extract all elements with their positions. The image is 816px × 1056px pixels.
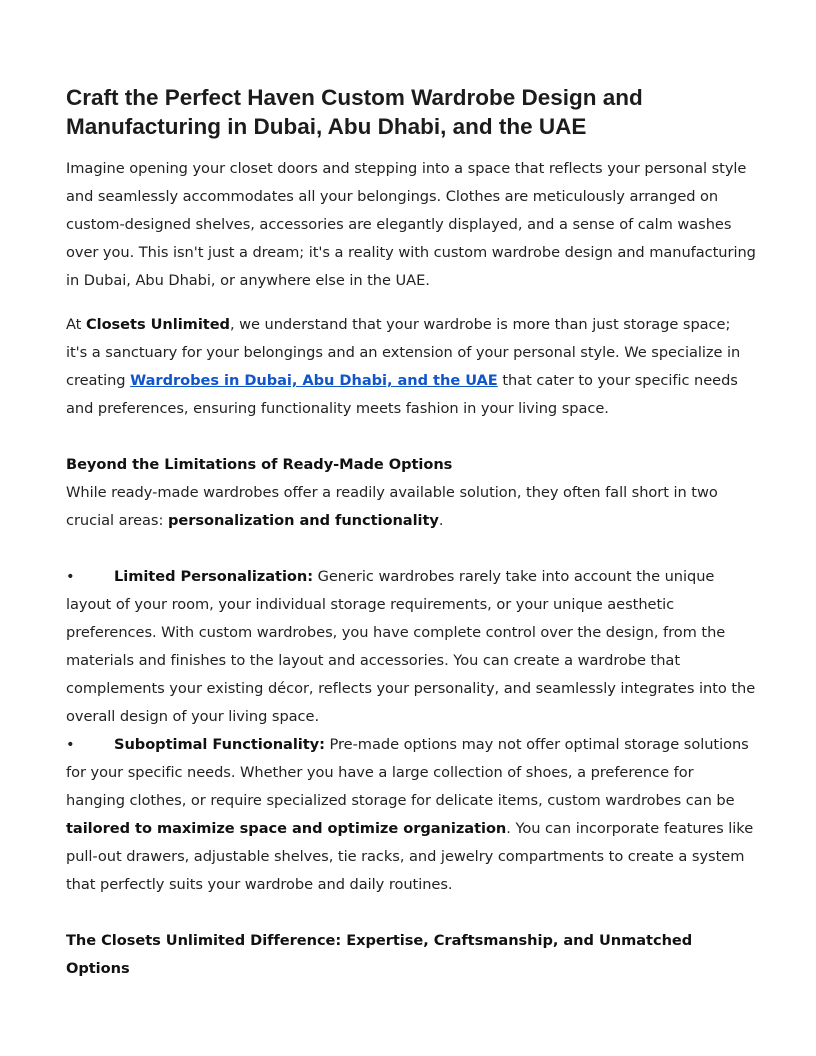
section1-text-prefix: While ready-made wardrobes offer a readily available solution, they often fall short in two crucial areas: xyxy=(66,484,718,529)
about-middle: , we understand that your wardrobe is more than just storage space; it's a sanctuary for your belongings and an extension of your personal style. We specialize in creating xyxy=(66,316,741,389)
section2-heading: The Closets Unlimited Difference: Expertise, Craftsmanship, and Unmatched Options xyxy=(66,932,693,977)
bullet-label-functionality: Suboptimal Functionality: xyxy=(114,736,325,753)
bullet-text-functionality: Pre-made options may not offer optimal storage solutions for your specific needs. Whether you have a large collection of shoes, a preference for hanging clothes, or require specialized storage for delicate items, custom wardrobes can be xyxy=(66,736,749,809)
wardrobes-link[interactable]: Wardrobes in Dubai, Abu Dhabi, and the UAE xyxy=(130,372,498,389)
company-name: Closets Unlimited xyxy=(85,316,230,333)
about-prefix: At xyxy=(66,316,86,333)
bullet-label-personalization: Limited Personalization: xyxy=(114,568,314,585)
section1-text-suffix: . xyxy=(438,512,444,529)
section1-block xyxy=(66,451,756,535)
page-title: Craft the Perfect Haven Custom Wardrobe Design and Manufacturing in Dubai, Abu Dhabi, and the UAE xyxy=(66,85,643,139)
bullet-bold-functionality: tailored to maximize space and optimize organization xyxy=(66,820,507,837)
section1-text-bold: personalization and functionality xyxy=(167,512,439,529)
bullet-symbol: • xyxy=(66,736,75,753)
section1-heading: Beyond the Limitations of Ready-Made Options xyxy=(66,456,453,473)
bullet-text-functionality-after: . You can incorporate features like pull-out drawers, adjustable shelves, tie racks, and jewelry compartments to create a system that perfectly suits your wardrobe and daily routines. xyxy=(66,820,754,893)
intro-paragraph: Imagine opening your closet doors and stepping into a space that reflects your personal style and seamlessly accommodates all your belongings. Clothes are meticulously arranged on custom-designed shelves, accessories are elegantly displayed, and a sense of calm washes over you. This isn't just a dream; it's a reality with custom wardrobe design and manufacturing in Dubai, Abu Dhabi, or anywhere else in the UAE. xyxy=(66,160,756,289)
bullet-symbol: • xyxy=(66,568,75,585)
about-paragraph xyxy=(66,311,756,423)
bullet-text-personalization: Generic wardrobes rarely take into account the unique layout of your room, your individual storage requirements, or your unique aesthetic preferences. With custom wardrobes, you have complete control over the design, from the materials and finishes to the layout and accessories. You can create a wardrobe that complements your existing décor, reflects your personality, and seamlessly integrates into the overall design of your living space. xyxy=(66,568,756,725)
bullet-list xyxy=(66,563,756,899)
about-suffix: that cater to your specific needs and preferences, ensuring functionality meets fashion in your living space. xyxy=(66,372,738,417)
